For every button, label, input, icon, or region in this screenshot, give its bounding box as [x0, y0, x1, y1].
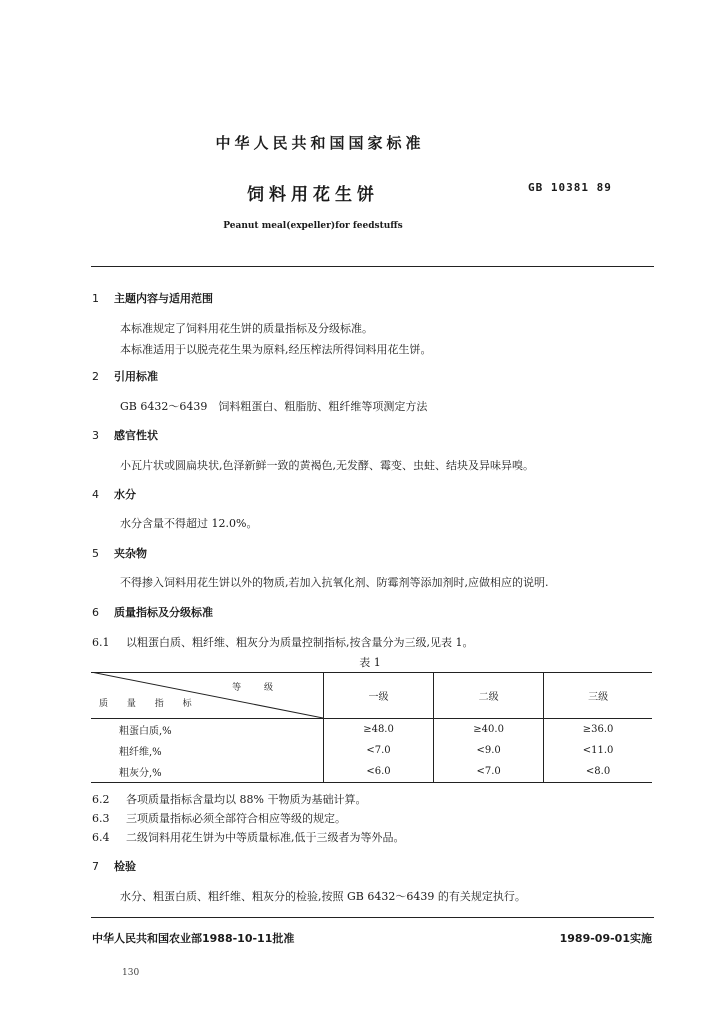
corner-diagonal: [91, 672, 323, 718]
effective-date: 1989-09-01实施: [559, 932, 652, 945]
section-3-line-1: 小瓦片状或圆扁块状,色泽新鲜一致的黄褐色,无发酵、霉变、虫蛀、结块及异味异嗅。: [120, 459, 534, 472]
section-7-line-1: 水分、粗蛋白质、粗纤维、粗灰分的检验,按照 GB 6432～6439 的有关规定执行。: [120, 890, 526, 903]
document-title: 饲料用花生饼: [247, 185, 379, 205]
row-label: 粗纤维,%: [119, 747, 162, 759]
clause-6-2: 6.2 各项质量指标含量均以 88% 干物质为基础计算。: [92, 793, 367, 806]
clause-6-4: 6.4 二级饲料用花生饼为中等质量标准,低于三级者为等外品。: [92, 831, 405, 844]
table-cell: <7.0: [324, 740, 434, 761]
table-row: [91, 719, 652, 741]
grade-1-header: 一级: [324, 672, 434, 719]
row-label: 粗灰分,%: [119, 768, 162, 780]
row-label: 粗蛋白质,%: [119, 726, 172, 738]
quality-grade-table: [91, 672, 652, 782]
section-2-heading: 2 引用标准: [92, 370, 158, 383]
table-corner-cell: [91, 672, 324, 719]
table-cell: ≥36.0: [544, 719, 652, 741]
approval-date: 中华人民共和国农业部1988-10-11批准: [92, 932, 295, 945]
section-1-line-1: 本标准规定了饲料用花生饼的质量指标及分级标准。: [120, 322, 373, 335]
section-1-line-2: 本标准适用于以脱壳花生果为原料,经压榨法所得饲料用花生饼。: [120, 343, 432, 356]
header-rule: [91, 266, 654, 267]
national-standard-heading: 中华人民共和国国家标准: [215, 134, 425, 152]
table-cell: ≥40.0: [434, 719, 544, 741]
english-title: Peanut meal(expeller)for feedstuffs: [223, 221, 403, 231]
grade-2-header: 二级: [434, 672, 544, 719]
table-cell: <7.0: [434, 761, 544, 782]
corner-indicator-label: 质 量 指 标: [99, 699, 200, 709]
footer-rule: [91, 917, 654, 918]
clause-6-1: 6.1 以粗蛋白质、粗纤维、粗灰分为质量控制指标,按含量分为三级,见表 1。: [92, 636, 474, 649]
section-1-heading: 1 主题内容与适用范围: [92, 292, 213, 305]
table-row: [91, 761, 652, 782]
standard-code: GB 10381 89: [528, 181, 612, 194]
table-cell: <9.0: [434, 740, 544, 761]
table-cell: ≥48.0: [324, 719, 434, 741]
corner-grade-label: 等 级: [232, 683, 283, 693]
section-4-line-1: 水分含量不得超过 12.0%。: [120, 517, 258, 530]
table-cell: <8.0: [544, 761, 652, 782]
section-3-heading: 3 感官性状: [92, 429, 158, 442]
section-7-heading: 7 检验: [92, 860, 136, 873]
table-row: [91, 740, 652, 761]
table-bottom-rule: [91, 782, 652, 783]
table-cell: <6.0: [324, 761, 434, 782]
section-6-heading: 6 质量指标及分级标准: [92, 606, 213, 619]
section-5-heading: 5 夹杂物: [92, 547, 147, 560]
clause-6-3: 6.3 三项质量指标必须全部符合相应等级的规定。: [92, 812, 346, 825]
grade-3-header: 三级: [544, 672, 652, 719]
section-5-line-1: 不得掺入饲料用花生饼以外的物质,若加入抗氧化剂、防霉剂等添加剂时,应做相应的说明.: [120, 576, 549, 589]
table-cell: <11.0: [544, 740, 652, 761]
section-4-heading: 4 水分: [92, 488, 136, 501]
section-2-line-1: GB 6432～6439 饲料粗蛋白、粗脂肪、粗纤维等项测定方法: [120, 400, 428, 413]
page-number: 130: [122, 968, 140, 978]
table-caption: 表 1: [359, 656, 381, 669]
